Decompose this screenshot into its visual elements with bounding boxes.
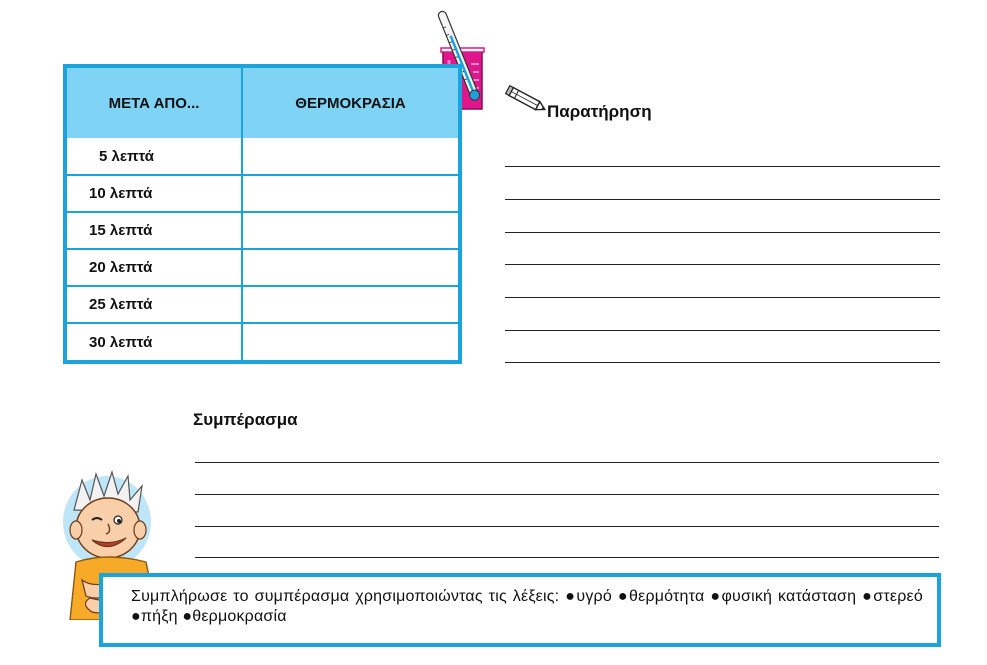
time-cell: 20 λεπτά bbox=[67, 249, 242, 286]
observation-line[interactable] bbox=[505, 330, 940, 331]
observation-line[interactable] bbox=[505, 232, 940, 233]
temperature-table bbox=[63, 64, 462, 364]
bullet-icon: ● bbox=[565, 588, 577, 605]
time-cell: 5 λεπτά bbox=[67, 138, 242, 175]
table-row bbox=[67, 323, 458, 360]
bullet-icon: ● bbox=[131, 608, 141, 625]
temperature-cell[interactable] bbox=[242, 286, 458, 323]
observation-line[interactable] bbox=[505, 264, 940, 265]
table-row bbox=[67, 138, 458, 175]
bullet-icon: ● bbox=[617, 588, 630, 605]
table-header-row bbox=[67, 68, 458, 138]
observation-line[interactable] bbox=[505, 166, 940, 167]
pencil-icon bbox=[503, 84, 549, 116]
temperature-cell[interactable] bbox=[242, 212, 458, 249]
word-freezing: πήξη bbox=[140, 608, 178, 625]
word-liquid: υγρό bbox=[576, 588, 612, 605]
header-after: ΜΕΤΑ ΑΠΟ... bbox=[67, 68, 242, 138]
word-solid: στερεό bbox=[873, 588, 923, 605]
observation-header bbox=[503, 84, 703, 124]
temperature-cell[interactable] bbox=[242, 138, 458, 175]
observation-title: Παρατήρηση bbox=[547, 102, 652, 121]
time-cell: 15 λεπτά bbox=[67, 212, 242, 249]
bullet-icon: ● bbox=[862, 588, 874, 605]
instruction-text: Συμπλήρωσε το συμπέρασμα χρησιμοποιώντας τις λέξεις: bbox=[131, 588, 560, 605]
table-row bbox=[67, 212, 458, 249]
bullet-icon: ● bbox=[182, 608, 193, 625]
word-temperature: θερμοκρασία bbox=[192, 608, 287, 625]
conclusion-line[interactable] bbox=[195, 462, 939, 463]
word-heat: θερμότητα bbox=[629, 588, 705, 605]
time-cell: 25 λεπτά bbox=[67, 286, 242, 323]
conclusion-line[interactable] bbox=[195, 557, 939, 558]
observation-line[interactable] bbox=[505, 297, 940, 298]
temperature-cell[interactable] bbox=[242, 175, 458, 212]
conclusion-line[interactable] bbox=[195, 526, 939, 527]
temperature-cell[interactable] bbox=[242, 249, 458, 286]
table-row bbox=[67, 249, 458, 286]
observation-line[interactable] bbox=[505, 362, 940, 363]
conclusion-line[interactable] bbox=[195, 494, 939, 495]
table-row bbox=[67, 286, 458, 323]
bullet-icon: ● bbox=[710, 588, 722, 605]
conclusion-title: Συμπέρασμα bbox=[193, 410, 298, 429]
header-temperature: ΘΕΡΜΟΚΡΑΣΙΑ bbox=[242, 68, 458, 138]
temperature-cell[interactable] bbox=[242, 323, 458, 360]
instruction-box bbox=[99, 573, 941, 647]
table-row bbox=[67, 175, 458, 212]
word-physical-state: φυσική κατάσταση bbox=[721, 588, 857, 605]
observation-line[interactable] bbox=[505, 199, 940, 200]
time-cell: 30 λεπτά bbox=[67, 323, 242, 360]
time-cell: 10 λεπτά bbox=[67, 175, 242, 212]
